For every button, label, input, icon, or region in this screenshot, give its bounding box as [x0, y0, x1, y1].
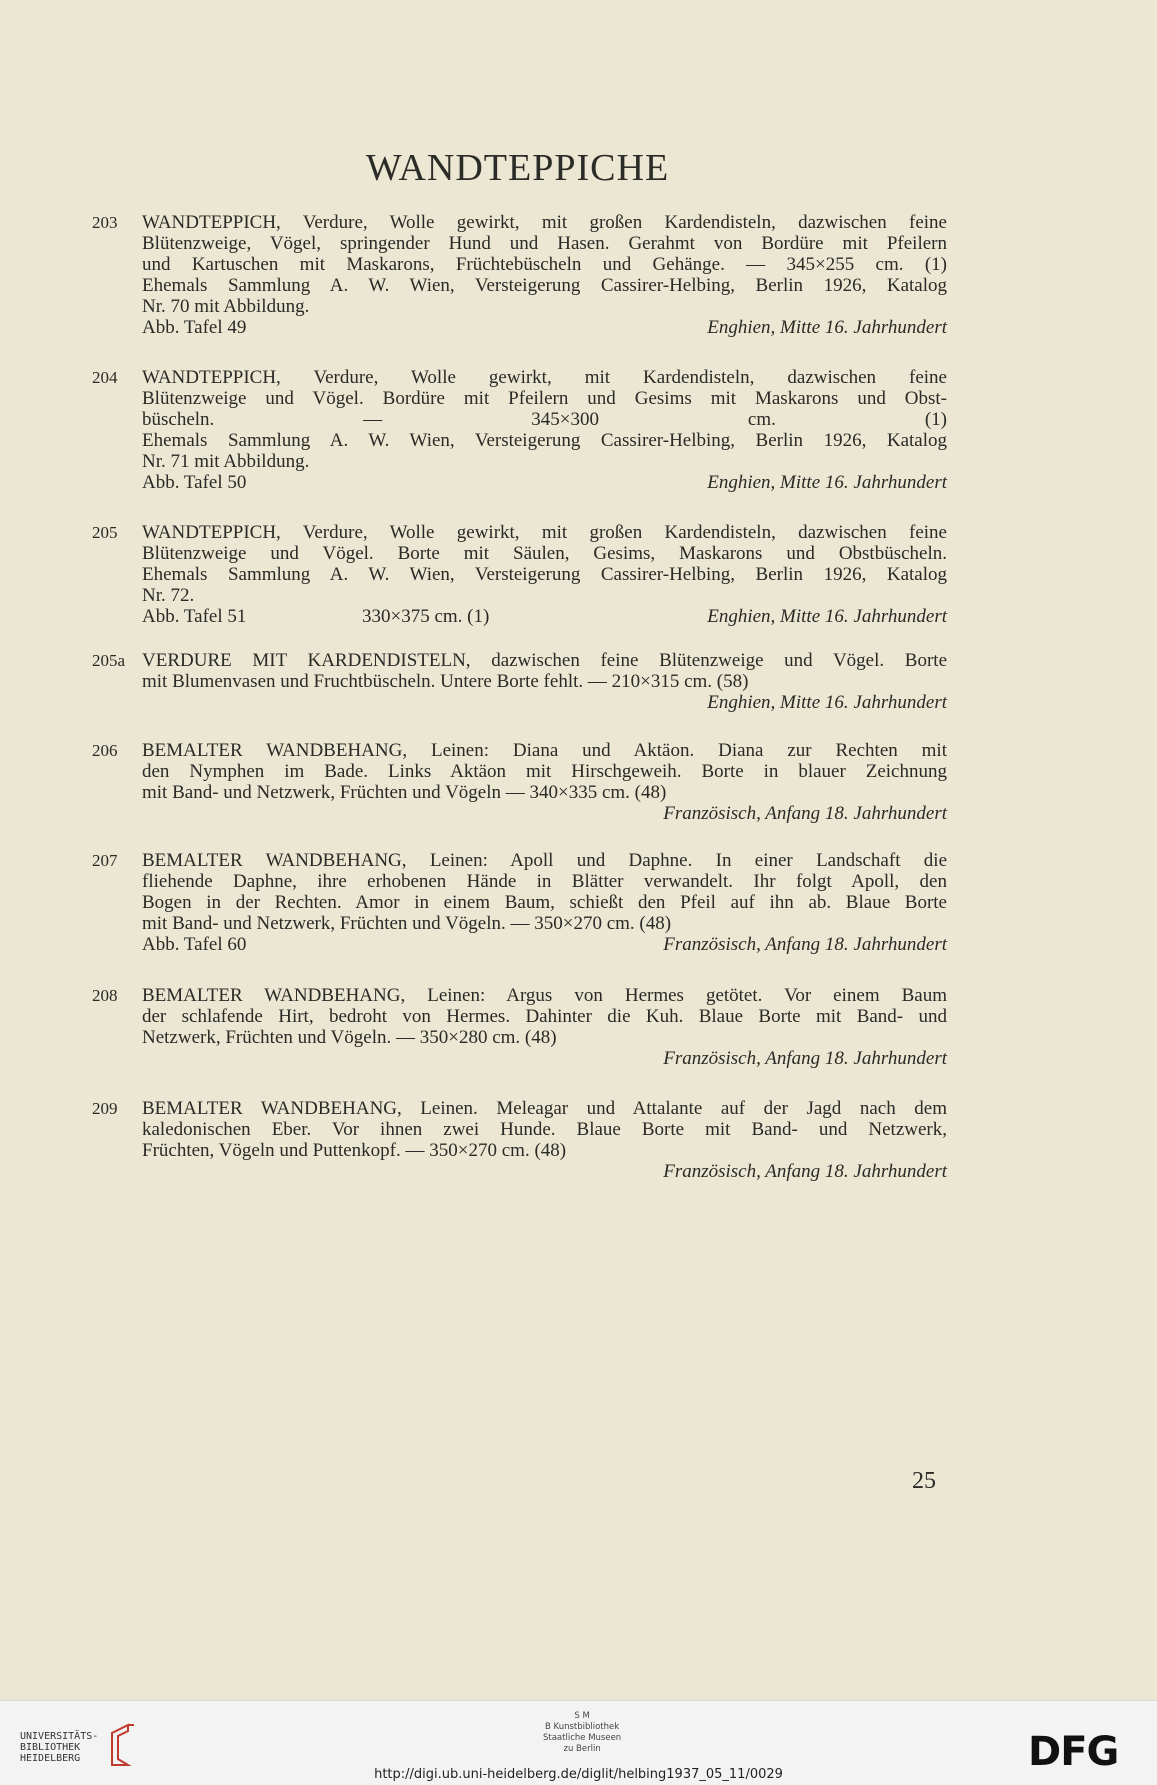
entry-line: Blütenzweige, Vögel, springender Hund und Hasen. Gerahmt von Bordüre mit Pfeilern — [142, 233, 947, 254]
entry-number: 204 — [92, 368, 118, 387]
entry-description — [142, 740, 947, 824]
entry-number: 205a — [92, 651, 126, 670]
library-line: HEIDELBERG — [20, 1753, 81, 1764]
permalink-url[interactable]: http://digi.ub.uni-heidelberg.de/diglit/helbing1937_05_11/0029 — [374, 1767, 783, 1782]
entry-line: den Nymphen im Bade. Links Aktäon mit Hirschgeweih. Borte in blauer Zeichnung — [142, 761, 947, 782]
entry-number: 209 — [92, 1099, 118, 1118]
entry-line: und Kartuschen mit Maskarons, Früchtebüscheln und Gehänge. — 345×255 cm. (1) — [142, 254, 947, 275]
entry-footer-row — [142, 692, 947, 713]
entry-number: 206 — [92, 741, 118, 760]
university-library-logo-text — [20, 1731, 98, 1764]
entry-line: Blütenzweige und Vögel. Borte mit Säulen, Gesims, Maskarons und Obstbüscheln. — [142, 543, 947, 564]
entry-line: WANDTEPPICH, Verdure, Wolle gewirkt, mit großen Kardendisteln, dazwischen feine — [142, 522, 947, 543]
entry-line: BEMALTER WANDBEHANG, Leinen: Diana und Aktäon. Diana zur Rechten mit — [142, 740, 947, 761]
provenance: Enghien, Mitte 16. Jahrhundert — [707, 317, 947, 338]
entry-description — [142, 1098, 947, 1182]
entry-footer-row — [142, 472, 947, 493]
museum-line: B Kunstbibliothek — [545, 1722, 620, 1732]
plate-reference: Abb. Tafel 51 — [142, 606, 247, 627]
entry-description — [142, 522, 947, 627]
entry-line: Ehemals Sammlung A. W. Wien, Versteigerung Cassirer-Helbing, Berlin 1926, Katalog — [142, 430, 947, 451]
library-line: UNIVERSITÄTS- — [20, 1731, 99, 1742]
entry-footer-row — [142, 1048, 947, 1069]
plate-reference: Abb. Tafel 60 — [142, 934, 247, 955]
provenance: Enghien, Mitte 16. Jahrhundert — [707, 606, 947, 627]
entry-line: mit Band- und Netzwerk, Früchten und Vögeln. — 350×270 cm. (48) — [142, 913, 672, 934]
plate-reference: Abb. Tafel 50 — [142, 472, 247, 493]
entry-line: Netzwerk, Früchten und Vögeln. — 350×280 cm. (48) — [142, 1027, 557, 1048]
entry-line: WANDTEPPICH, Verdure, Wolle gewirkt, mit großen Kardendisteln, dazwischen feine — [142, 212, 947, 233]
museum-line: zu Berlin — [563, 1744, 601, 1754]
dimensions: 330×375 cm. (1) — [362, 606, 490, 627]
entry-footer-row — [142, 317, 947, 338]
entry-line: BEMALTER WANDBEHANG, Leinen: Argus von Hermes getötet. Vor einem Baum — [142, 985, 947, 1006]
page-title: WANDTEPPICHE — [365, 147, 670, 189]
entry-footer-row — [142, 1161, 947, 1182]
entry-footer-row — [142, 606, 947, 627]
entry-number: 203 — [92, 213, 118, 232]
footer-bar — [0, 1700, 1157, 1785]
entry-line: mit Band- und Netzwerk, Früchten und Vögeln — 340×335 cm. (48) — [142, 782, 667, 803]
entry-line: der schlafende Hirt, bedroht von Hermes. Dahinter die Kuh. Blaue Borte mit Band- und — [142, 1006, 947, 1027]
entry-line: VERDURE MIT KARDENDISTELN, dazwischen feine Blütenzweige und Vögel. Borte — [142, 650, 947, 671]
entry-line: kaledonischen Eber. Vor ihnen zwei Hunde. Blaue Borte mit Band- und Netzwerk, — [142, 1119, 947, 1140]
provenance: Französisch, Anfang 18. Jahrhundert — [663, 1161, 947, 1182]
entry-line: Bogen in der Rechten. Amor in einem Baum, schießt den Pfeil auf ihn ab. Blaue Borte — [142, 892, 947, 913]
entry-description — [142, 367, 947, 493]
entry-description — [142, 850, 947, 955]
entry-line: Nr. 70 mit Abbildung. — [142, 296, 310, 317]
plate-reference: Abb. Tafel 49 — [142, 317, 247, 338]
entry-line: Nr. 72. — [142, 585, 195, 606]
entry-line: Ehemals Sammlung A. W. Wien, Versteigerung Cassirer-Helbing, Berlin 1926, Katalog — [142, 564, 947, 585]
library-line: BIBLIOTHEK — [20, 1742, 81, 1753]
entry-line: BEMALTER WANDBEHANG, Leinen. Meleagar und Attalante auf der Jagd nach dem — [142, 1098, 947, 1119]
museum-line: S M — [574, 1711, 590, 1721]
entry-number: 207 — [92, 851, 118, 870]
page-number: 25 — [912, 1468, 936, 1494]
entry-line: Früchten, Vögeln und Puttenkopf. — 350×270 cm. (48) — [142, 1140, 567, 1161]
entry-line: fliehende Daphne, ihre erhobenen Hände in Blätter verwandelt. Ihr folgt Apoll, den — [142, 871, 947, 892]
entry-footer-row — [142, 803, 947, 824]
library-logo-icon — [110, 1723, 136, 1767]
provenance: Enghien, Mitte 16. Jahrhundert — [707, 472, 947, 493]
entry-line: Ehemals Sammlung A. W. Wien, Versteigerung Cassirer-Helbing, Berlin 1926, Katalog — [142, 275, 947, 296]
museum-line: Staatliche Museen — [543, 1733, 622, 1743]
provenance: Französisch, Anfang 18. Jahrhundert — [663, 934, 947, 955]
entry-description — [142, 985, 947, 1069]
entry-line: mit Blumenvasen und Fruchtbüscheln. Untere Borte fehlt. — 210×315 cm. (58) — [142, 671, 749, 692]
provenance: Französisch, Anfang 18. Jahrhundert — [663, 803, 947, 824]
entry-line: WANDTEPPICH, Verdure, Wolle gewirkt, mit Kardendisteln, dazwischen feine — [142, 367, 947, 388]
provenance: Enghien, Mitte 16. Jahrhundert — [707, 692, 947, 713]
entry-line: Nr. 71 mit Abbildung. — [142, 451, 310, 472]
entry-number: 205 — [92, 523, 118, 542]
entry-description — [142, 650, 947, 713]
entry-line: büscheln. — 345×300 cm. (1) — [142, 409, 947, 430]
entry-line: Blütenzweige und Vögel. Bordüre mit Pfeilern und Gesims mit Maskarons und Obst- — [142, 388, 947, 409]
museum-logo-text — [543, 1711, 621, 1755]
entry-number: 208 — [92, 986, 118, 1005]
provenance: Französisch, Anfang 18. Jahrhundert — [663, 1048, 947, 1069]
entry-footer-row — [142, 934, 947, 955]
dfg-logo: DFG — [1028, 1729, 1119, 1775]
entry-line: BEMALTER WANDBEHANG, Leinen: Apoll und Daphne. In einer Landschaft die — [142, 850, 947, 871]
entry-description — [142, 212, 947, 338]
